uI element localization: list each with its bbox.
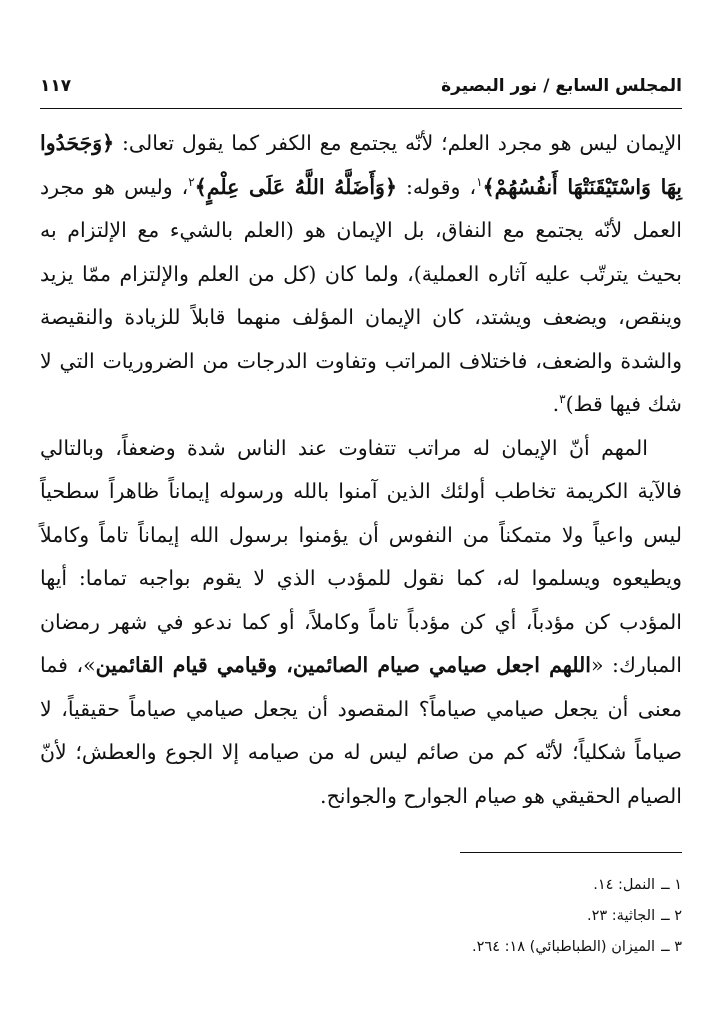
footnote-item [40,932,682,963]
body-text [40,122,682,818]
quran-verse-2: ﴿وَأَضَلَّهُ اللَّهُ عَلَى عِلْمٍ﴾ [194,174,397,199]
page-number: ١١٧ [40,76,72,96]
footnote-text: الميزان (الطباطبائي) ١٨: ٢٦٤. [472,939,656,955]
footnote-number: ١ ــ [661,877,682,893]
paragraph-1-text-a: الإيمان ليس هو مجرد العلم؛ لأنّه يجتمع مع الكفر كما يقول تعالى: [121,131,682,155]
footnote-item [40,870,682,901]
footnote-text: الجاثية: ٢٣. [587,908,656,924]
footnotes [40,870,682,963]
paragraph-2-text-b: »، فما معنى أن يجعل صيامي صياماً؟ المقصود أن يجعل صيامي صياماً حقيقياً، لا صياماً شكلياً؛ لأنّه كم من صائم ليس له من صيامه إلا الجوع والعطش؛ لأنّ الصيام الحقيقي هو صيام الجوارح والجوانح. [40,653,682,808]
footnote-ref-3: ٣ [559,392,566,407]
footnote-ref-2: ٢ [188,174,195,189]
quran-verse-1: ﴿وَجَحَدُوا بِهَا وَاسْتَيْقَنَتْهَا أَنفُسُهُمْ﴾ [40,131,683,199]
running-title: المجلس السابع / نور البصيرة [441,76,682,96]
paragraph-1-text-c: ، وليس هو مجرد العمل لأنّه يجتمع مع النفاق، بل الإيمان هو (العلم بالشيء مع الإلتزام به بحيث يترتّب عليه آثاره العملية)، ولما كان (كل من العلم والإلتزام ممّا يزيد وينقص، ويضعف ويشتد، كان الإيمان المؤلف منهما قابلاً للزيادة والنقيصة والشدة والضعف، فاختلاف المراتب وتفاوت الدرجات من الضروريات التي لا شك فيها قط) [40,174,682,416]
footnote-ref-1: ١ [476,174,483,189]
book-page [40,66,682,1006]
footnote-rule [460,852,682,853]
paragraph-1-text-b: ، وقوله: [406,174,477,199]
paragraph-2-text-a: المهم أنّ الإيمان له مراتب تتفاوت عند الناس شدة وضعفاً، وبالتالي فالآية الكريمة تخاطب أولئك الذين آمنوا بالله ورسوله إيماناً ظاهراً سطحياً ليس واعياً ولا متمكناً من النفوس أن يؤمنوا برسول الله إيماناً تاماً وكاملاً ويطيعوه ويسلموا له، كما نقول للمؤدب الذي لا يقوم بواجبه تماما: أيها المؤدب كن مؤدباً، أي كن مؤدباً تاماً وكاملاً، أو كما ندعو في شهر رمضان المبارك: « [40,435,682,677]
paragraph-2 [40,427,682,819]
header-rule [40,108,682,109]
page-header [40,66,682,106]
paragraph-1 [40,122,682,427]
footnote-number: ٢ ــ [661,908,682,924]
footnote-text: النمل: ١٤. [593,877,656,893]
footnote-number: ٣ ــ [661,939,682,955]
footnote-item [40,901,682,932]
paragraph-1-end: . [552,392,560,416]
ramadan-dua: اللهم اجعل صيامي صيام الصائمين، وقيامي قيام القائمين [95,653,591,677]
